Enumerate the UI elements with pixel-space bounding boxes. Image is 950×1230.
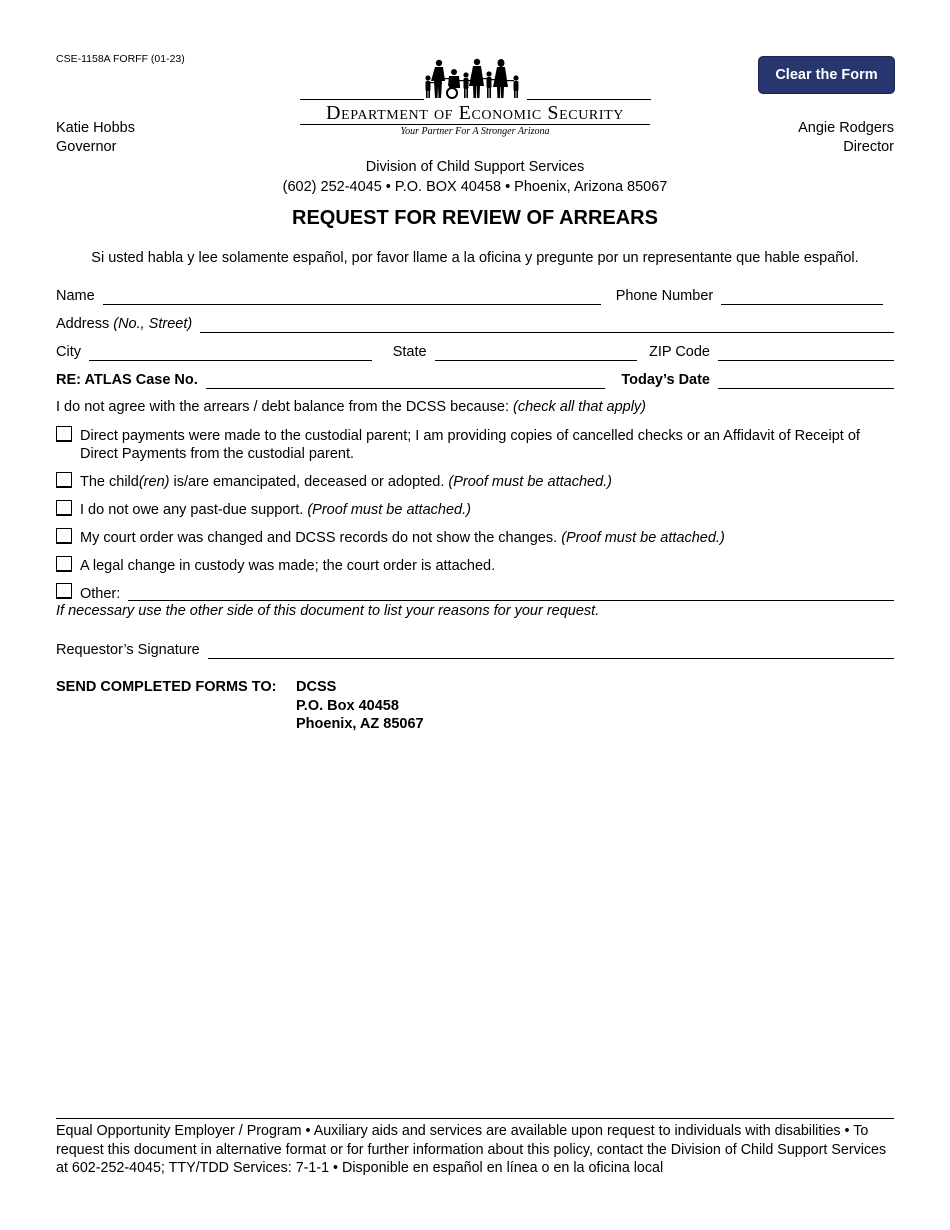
reason-no-past-due [56, 501, 896, 519]
director-title: Director [843, 139, 894, 155]
reason-text: My court order was changed and DCSS records do not show the changes. [80, 530, 558, 546]
reason-court-order-changed-text [80, 529, 725, 547]
des-logo [298, 58, 652, 142]
footer-divider [56, 1118, 894, 1119]
reason-proof-note: (Proof must be attached.) [561, 530, 725, 546]
reason-proof-note: (Proof must be attached.) [307, 502, 471, 518]
division-info [0, 157, 950, 197]
send-to-line3: Phoenix, AZ 85067 [296, 716, 424, 732]
case-no-label: RE: ATLAS Case No. [56, 372, 198, 388]
family-silhouette-icon [422, 58, 526, 100]
address-row [56, 313, 894, 333]
reason-custody-change [56, 557, 896, 575]
name-input[interactable] [103, 287, 601, 305]
case-no-input[interactable] [206, 371, 606, 389]
logo-tagline: Your Partner For A Stronger Arizona [400, 126, 550, 137]
reason-child-emancipated [56, 473, 896, 491]
send-to-line2: P.O. Box 40458 [296, 697, 399, 714]
reason-direct-payments [56, 427, 896, 463]
footer-text: Equal Opportunity Employer / Program • Auxiliary aids and services are available upon request to individuals with disabilities • To request this document in alternative format or for further information about this policy, contact the Division of Child Support Services at 602-252-4045; TTY/TDD Services: 7-1-1 • Disponible en español en línea o en la oficina local [56, 1123, 887, 1176]
send-to-label: SEND COMPLETED FORMS TO: [56, 679, 277, 695]
governor-block [56, 119, 135, 157]
reason-text-italic: (ren) [138, 474, 170, 490]
reason-other-label: Other: [80, 586, 121, 602]
page-title: REQUEST FOR REVIEW OF ARREARS [292, 207, 658, 229]
signature-label: Requestor’s Signature [56, 642, 200, 658]
zip-label: ZIP Code [649, 344, 710, 360]
reason-court-order-changed [56, 529, 896, 547]
address-input[interactable] [200, 315, 894, 333]
form-code: CSE-1158A FORFF (01-23) [56, 53, 185, 65]
logo-rule-bottom [300, 124, 650, 125]
signature-row [56, 639, 894, 659]
zip-input[interactable] [718, 343, 894, 361]
reason-other-input[interactable] [128, 583, 894, 601]
reason-no-past-due-checkbox[interactable] [56, 500, 72, 516]
city-input[interactable] [89, 343, 372, 361]
reason-other-checkbox[interactable] [56, 583, 72, 599]
reason-no-past-due-text [80, 501, 471, 519]
reason-other [56, 583, 896, 601]
governor-name: Katie Hobbs [56, 120, 135, 136]
clear-form-button[interactable]: Clear the Form [758, 56, 895, 94]
reason-custody-change-checkbox[interactable] [56, 556, 72, 572]
signature-input[interactable] [208, 641, 894, 659]
reason-court-order-changed-checkbox[interactable] [56, 528, 72, 544]
reason-custody-change-text: A legal change in custody was made; the court order is attached. [80, 558, 496, 574]
send-to-address [296, 678, 424, 734]
address-label-text: Address [56, 316, 110, 332]
name-phone-row [56, 285, 894, 305]
name-label: Name [56, 288, 95, 304]
reason-direct-payments-checkbox[interactable] [56, 426, 72, 442]
phone-input[interactable] [721, 287, 883, 305]
division-name: Division of Child Support Services [365, 159, 585, 175]
todays-date-input[interactable] [718, 371, 894, 389]
city-state-zip-row [56, 341, 894, 361]
division-contact: (602) 252-4045 • P.O. BOX 40458 • Phoenix, Arizona 85067 [282, 179, 668, 195]
reason-child-emancipated-text [80, 473, 612, 491]
reason-text-pre: The child [80, 474, 139, 490]
other-side-note: If necessary use the other side of this document to list your reasons for your request. [56, 603, 600, 619]
logo-rule-left [300, 99, 424, 100]
reason-child-emancipated-checkbox[interactable] [56, 472, 72, 488]
address-label [56, 315, 192, 333]
logo-rule-right [527, 99, 651, 100]
reason-text: I do not owe any past-due support. [80, 502, 304, 518]
department-name: Department of Economic Security [326, 102, 624, 124]
state-input[interactable] [435, 343, 637, 361]
director-block [798, 119, 894, 157]
reasons-intro [56, 399, 646, 415]
send-to-line1: DCSS [296, 679, 337, 695]
governor-title: Governor [56, 139, 117, 155]
state-label: State [392, 344, 427, 360]
case-date-row [56, 369, 894, 389]
todays-date-label: Today’s Date [621, 372, 710, 388]
director-name: Angie Rodgers [798, 120, 894, 136]
address-label-hint: (No., Street) [113, 316, 193, 332]
reasons-intro-hint: (check all that apply) [513, 399, 646, 415]
city-label: City [56, 344, 81, 360]
spanish-notice: Si usted habla y lee solamente español, por favor llame a la oficina y pregunte por un representante que hable español. [91, 250, 859, 266]
reason-proof-note: (Proof must be attached.) [448, 474, 612, 490]
reason-direct-payments-text: Direct payments were made to the custodial parent; I am providing copies of cancelled checks or an Affidavit of Receipt of Direct Payments from the custodial parent. [80, 428, 860, 462]
phone-label: Phone Number [615, 288, 714, 304]
reasons-intro-text: I do not agree with the arrears / debt balance from the DCSS because: [56, 399, 509, 415]
reason-text-post: is/are emancipated, deceased or adopted. [169, 474, 445, 490]
